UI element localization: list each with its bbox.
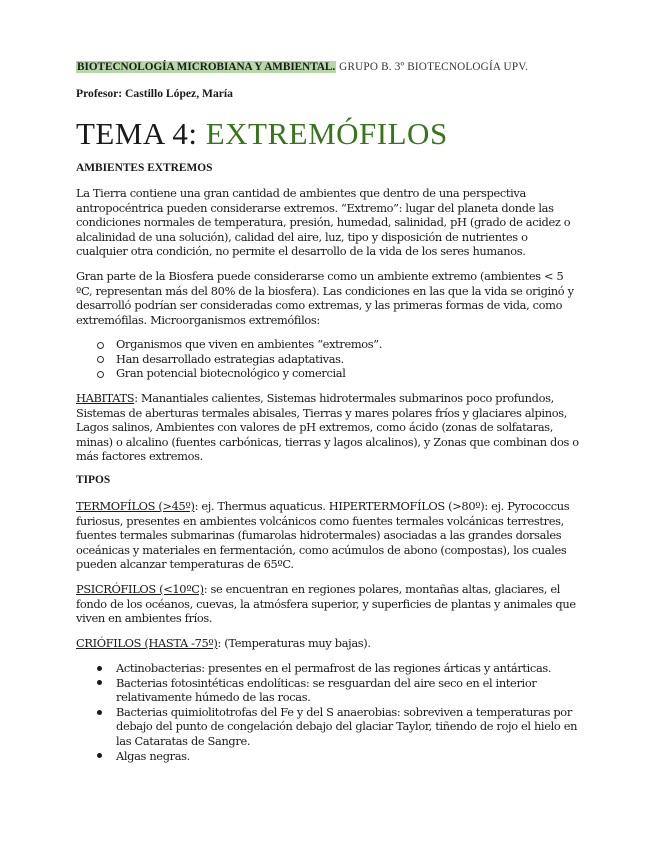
termofilos-text: : ej. Thermus aquaticus. HIPERTERMOFÍLOS (>80º): ej. Pyrococcus furiosus, presentes en ambientes volcánicos como fuentes termales volcánicas terrestres, fuentes termales submarinas (fumarolas hidrotermales) asociadas a las grandes dorsales oceánicas y materiales en fermentación, como acúmulos de abono (compostas), los cuales pueden alcanzar temperaturas de 65ºC. bbox=[76, 499, 570, 572]
psicrofilos-label: PSICRÓFILOS (<10ºC) bbox=[76, 582, 204, 596]
page-title bbox=[76, 116, 448, 152]
criofilos-examples-list bbox=[76, 661, 581, 763]
habitats-text: : Manantiales calientes, Sistemas hidrotermales submarinos poco profundos, Sistemas de aberturas termales abisales, Tierras y mares polares fríos y glaciares alpinos, Lagos salinos, Ambientes con valores de pH extremos, como ácido (zonas de solfataras, minas) o alcalino (fuentes carbónicas, tierras y lagos alcalinos), y Zonas que combinan dos o más factores extremos. bbox=[76, 391, 579, 464]
section-heading-ambientes: AMBIENTES EXTREMOS bbox=[76, 162, 213, 174]
psicrofilos-text: : se encuentran en regiones polares, montañas altas, glaciares, el fondo de los océanos, cuevas, la atmósfera superior, y superficies de plantas y animales que viven en ambientes fríos. bbox=[76, 582, 576, 626]
title-prefix: TEMA 4: bbox=[76, 116, 206, 151]
list-item: Han desarrollado estrategias adaptativas. bbox=[76, 352, 581, 367]
list-item: Organismos que viven en ambientes “extremos”. bbox=[76, 337, 581, 352]
course-header bbox=[76, 61, 581, 73]
section-heading-tipos: TIPOS bbox=[76, 474, 111, 486]
paragraph-biosfera: Gran parte de la Biosfera puede considerarse como un ambiente extremo (ambientes < 5 ºC, representan más del 80% de la biosfera). Las condiciones en las que la vida se originó y desarrolló podrían ser consideradas como extremas, y las primeras formas de vida, como extremófilas. Microorganismos extremófilos: bbox=[76, 269, 574, 327]
paragraph-termofilos bbox=[76, 499, 581, 572]
termofilos-label: TERMOFÍLOS (>45º) bbox=[76, 499, 195, 513]
criofilos-text: : (Temperaturas muy bajas). bbox=[217, 636, 371, 650]
list-item: Actinobacterias: presentes en el permafrost de las regiones árticas y antárticas. bbox=[76, 661, 581, 676]
criofilos-label: CRIÓFILOS (HASTA -75º) bbox=[76, 636, 218, 650]
paragraph-intro: La Tierra contiene una gran cantidad de ambientes que dentro de una perspectiva antropocéntrica pueden considerarse extremos. “Extremo”: lugar del planeta donde las condiciones normales de temperatura, presión, humedad, salinidad, pH (grado de acidez o alcalinidad de una solución), calidad del aire, luz, tipo y disposición de nutrientes o cualquier otra condición, no permite el desarrollo de la vida de los seres humanos. bbox=[76, 186, 571, 259]
list-item: Gran potencial biotecnológico y comercial bbox=[76, 366, 581, 381]
paragraph-criofilos bbox=[76, 636, 581, 651]
course-title-highlight: BIOTECNOLOGÍA MICROBIANA Y AMBIENTAL. bbox=[77, 61, 336, 73]
list-item: Bacterias quimiolitotrofas del Fe y del S anaerobias: sobreviven a temperaturas por debajo del punto de congelación debajo del glaciar Taylor, tiñendo de rojo el hielo en las Cataratas de Sangre. bbox=[76, 705, 581, 749]
paragraph-habitats bbox=[76, 391, 581, 464]
extremophile-traits-list bbox=[76, 337, 581, 381]
list-item: Algas negras. bbox=[76, 749, 581, 764]
paragraph-psicrofilos bbox=[76, 582, 581, 626]
title-main: EXTREMÓFILOS bbox=[205, 116, 448, 151]
professor-name: Profesor: Castillo López, María bbox=[76, 87, 233, 100]
course-group: GRUPO B. 3º BIOTECNOLOGÍA UPV. bbox=[336, 61, 529, 73]
list-item: Bacterias fotosintéticas endolíticas: se resguardan del aire seco en el interior relativamente húmedo de las rocas. bbox=[76, 676, 581, 705]
habitats-label: HABITATS bbox=[76, 391, 135, 405]
